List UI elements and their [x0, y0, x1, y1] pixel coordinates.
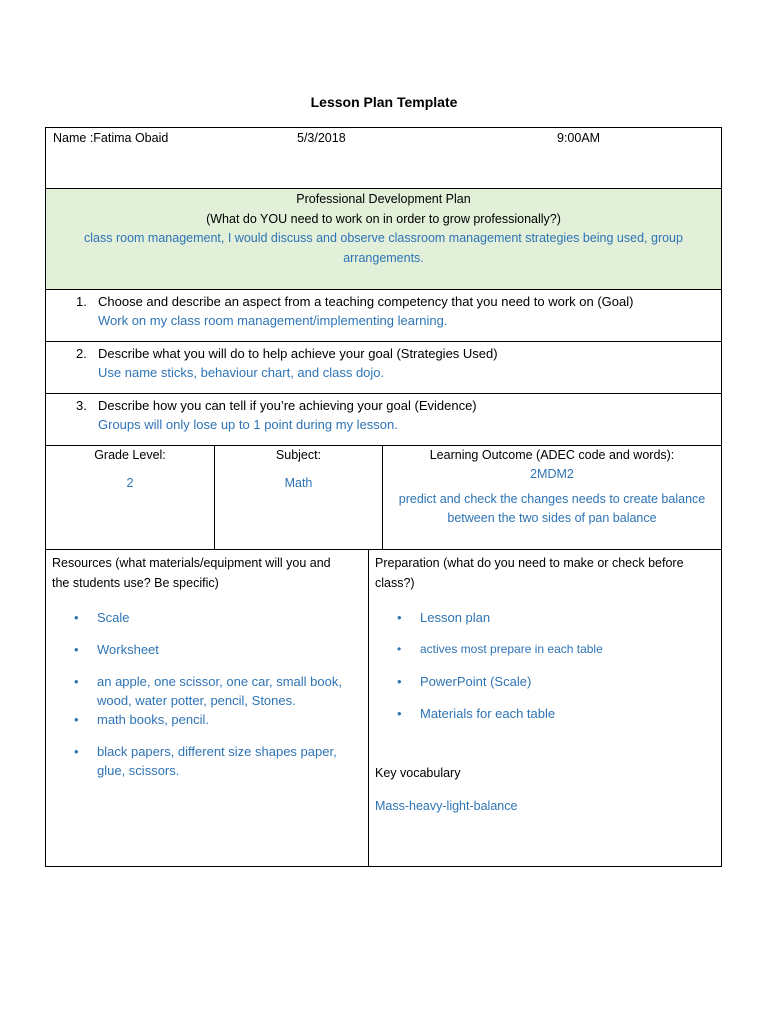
list-item: • Lesson plan — [375, 608, 715, 627]
pdp-answer-line2: arrangements. — [343, 250, 424, 265]
subject-cell — [215, 446, 383, 549]
key-vocabulary-value: Mass-heavy-light-balance — [375, 799, 518, 813]
outcome-code: 2MDM2 — [530, 467, 574, 481]
preparation-label-line1: Preparation (what do you need to make or check before — [375, 556, 684, 570]
resources-cell — [46, 550, 369, 866]
list-item: • black papers, different size shapes paper, glue, scissors. — [52, 742, 362, 780]
page-title: Lesson Plan Template — [310, 94, 458, 110]
lesson-date: 5/3/2018 — [297, 131, 346, 145]
preparation-label-line2: class?) — [375, 576, 415, 590]
list-item: • Worksheet — [52, 640, 362, 659]
grade-label: Grade Level: — [94, 448, 166, 462]
list-item: • Materials for each table — [375, 704, 715, 723]
resources-label-line1: Resources (what materials/equipment will you and — [52, 556, 331, 570]
lesson-info-row — [46, 446, 721, 550]
pdp-answer-line1: class room management, I would discuss and observe classroom management strategies being used, group — [84, 231, 683, 245]
lesson-time: 9:00AM — [557, 131, 601, 145]
header-row — [46, 128, 721, 189]
outcome-text-line1: predict and check the changes needs to create balance — [398, 492, 706, 506]
outcome-label: Learning Outcome (ADEC code and words): — [429, 448, 675, 462]
lesson-plan-table — [45, 127, 722, 867]
resources-preparation-row — [46, 550, 721, 866]
grade-value: 2 — [126, 476, 134, 490]
goal-row-3 — [46, 394, 721, 446]
list-item: • PowerPoint (Scale) — [375, 672, 715, 691]
subject-label: Subject: — [275, 448, 322, 462]
key-vocabulary-label: Key vocabulary — [375, 766, 461, 780]
goal-number: 2. — [76, 346, 87, 361]
professional-development-plan — [46, 189, 721, 290]
goal-row-1 — [46, 290, 721, 342]
pdp-question: (What do YOU need to work on in order to grow professionally?) — [206, 211, 561, 226]
resources-list — [52, 608, 362, 780]
goal-answer: Groups will only lose up to 1 point during my lesson. — [98, 417, 398, 432]
goal-question: Describe how you can tell if you’re achieving your goal (Evidence) — [98, 398, 477, 413]
goal-number: 1. — [76, 294, 87, 309]
list-item: • math books, pencil. — [52, 710, 362, 729]
teacher-name: Name :Fatima Obaid — [53, 131, 169, 145]
goal-question: Describe what you will do to help achieve your goal (Strategies Used) — [98, 346, 498, 361]
goal-row-2 — [46, 342, 721, 394]
goal-answer: Use name sticks, behaviour chart, and class dojo. — [98, 365, 385, 380]
pdp-heading: Professional Development Plan — [296, 192, 471, 206]
goal-number: 3. — [76, 398, 87, 413]
goal-answer: Work on my class room management/implementing learning. — [98, 313, 448, 328]
list-item: • an apple, one scissor, one car, small book, wood, water potter, pencil, Stones. — [52, 672, 362, 710]
list-item: • actives most prepare in each table — [375, 640, 715, 659]
subject-value: Math — [284, 476, 313, 490]
resources-label-line2: the students use? Be specific) — [52, 576, 219, 590]
outcome-text-line2: between the two sides of pan balance — [447, 511, 657, 525]
goal-question: Choose and describe an aspect from a teaching competency that you need to work on (Goal) — [98, 294, 634, 309]
list-item: • Scale — [52, 608, 362, 627]
preparation-cell — [369, 550, 721, 866]
preparation-list — [375, 608, 715, 723]
outcome-cell — [383, 446, 721, 549]
grade-cell — [46, 446, 215, 549]
